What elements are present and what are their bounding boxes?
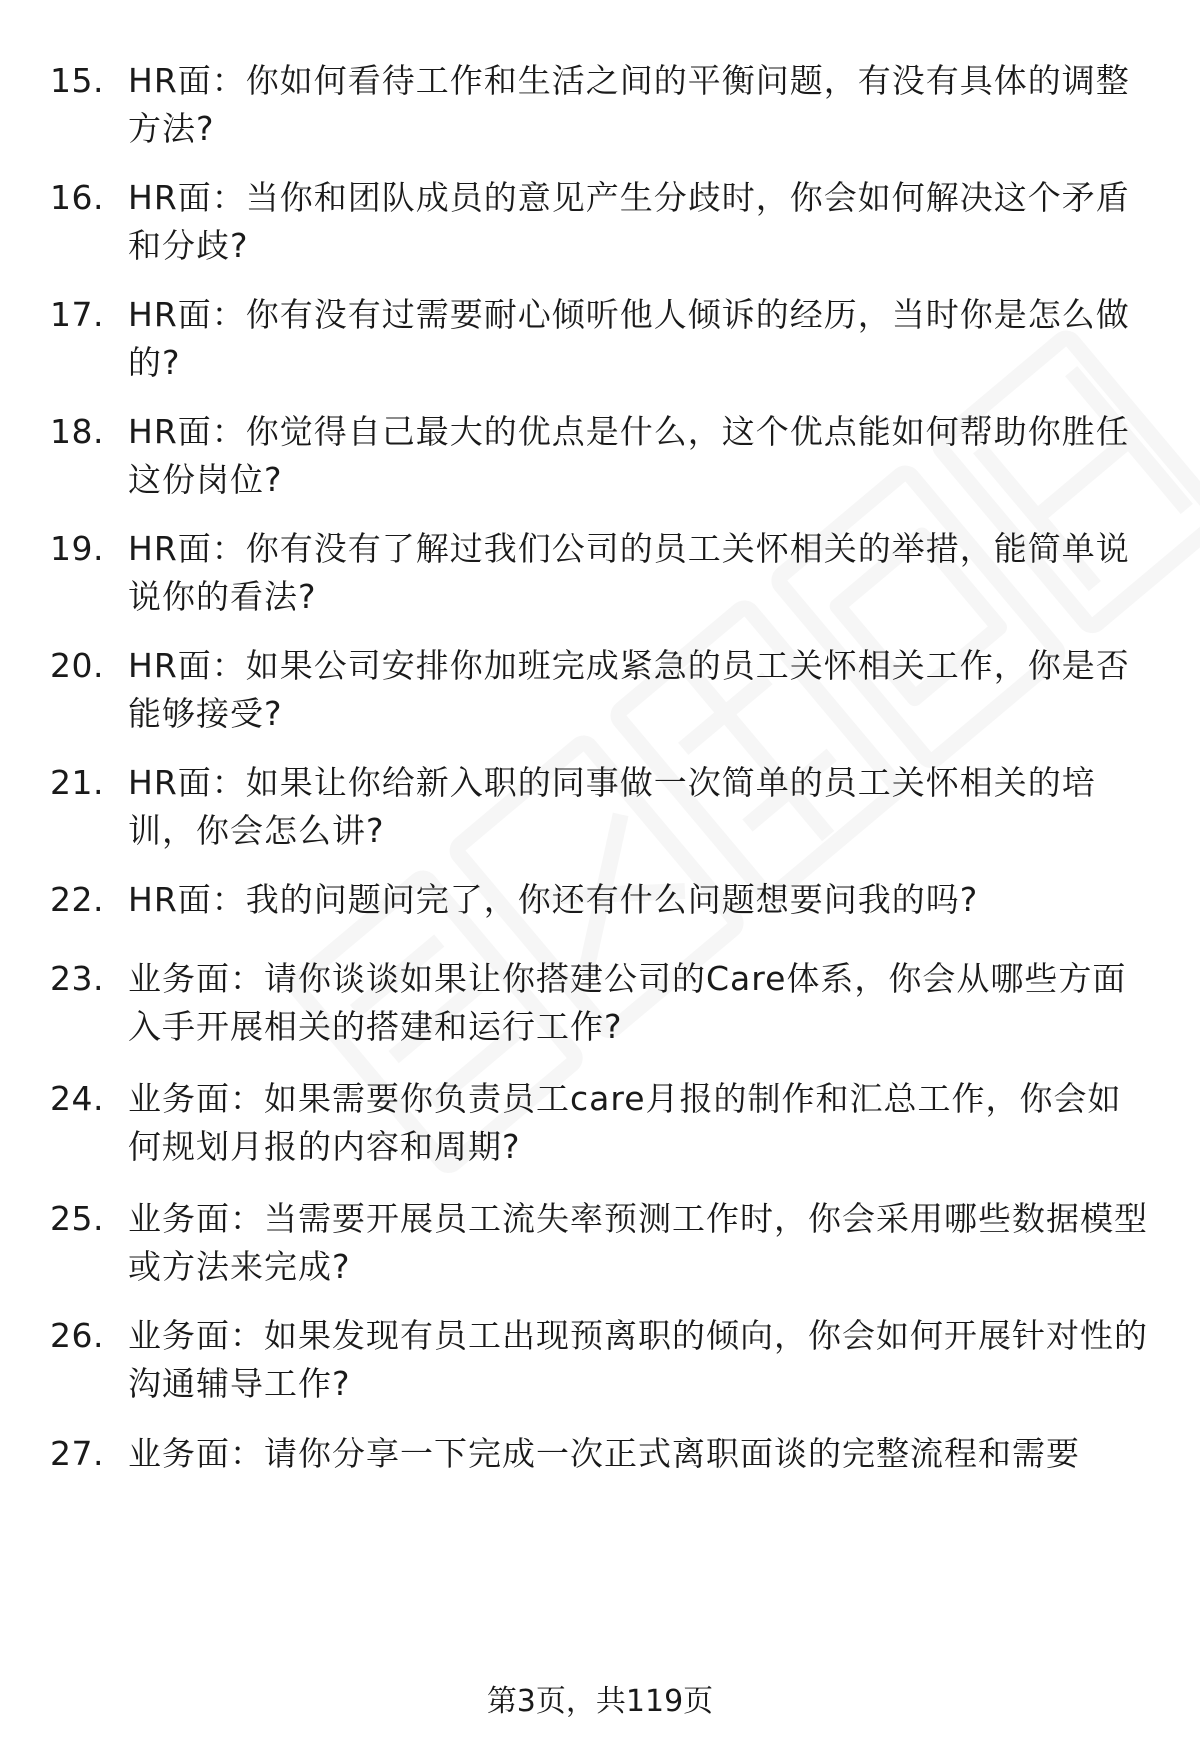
question-number: 18.	[50, 412, 104, 451]
question-number: 16.	[50, 178, 104, 217]
question-text: 业务面：如果发现有员工出现预离职的倾向，你会如何开展针对性的沟通辅导工作?	[128, 1316, 1148, 1403]
question-text: 业务面：如果需要你负责员工care月报的制作和汇总工作，你会如何规划月报的内容和周期?	[128, 1079, 1122, 1166]
question-number: 17.	[50, 295, 104, 334]
question-text: HR面：你有没有过需要耐心倾听他人倾诉的经历，当时你是怎么做的?	[128, 295, 1130, 382]
question-text: 业务面：请你分享一下完成一次正式离职面谈的完整流程和需要	[128, 1434, 1080, 1473]
question-text: 业务面：当需要开展员工流失率预测工作时，你会采用哪些数据模型或方法来完成?	[128, 1199, 1148, 1286]
question-number: 27.	[50, 1434, 104, 1473]
question-number: 24.	[50, 1079, 104, 1118]
question-text: HR面：你觉得自己最大的优点是什么，这个优点能如何帮助你胜任这份岗位?	[128, 412, 1130, 499]
question-text: HR面：如果公司安排你加班完成紧急的员工关怀相关工作，你是否能够接受?	[128, 646, 1130, 733]
question-text: 业务面：请你谈谈如果让你搭建公司的Care体系，你会从哪些方面入手开展相关的搭建和运行工作?	[128, 959, 1127, 1046]
question-text: HR面：如果让你给新入职的同事做一次简单的员工关怀相关的培训，你会怎么讲?	[128, 763, 1096, 850]
question-text: HR面：当你和团队成员的意见产生分歧时，你会如何解决这个矛盾和分歧?	[128, 178, 1130, 265]
page-number-footer: 第3页，共119页	[486, 1684, 714, 1719]
question-number: 23.	[50, 959, 104, 998]
question-text: HR面：你如何看待工作和生活之间的平衡问题，有没有具体的调整方法?	[128, 61, 1130, 148]
question-text: HR面：我的问题问完了，你还有什么问题想要问我的吗?	[128, 880, 979, 919]
question-number: 19.	[50, 529, 104, 568]
question-text: HR面：你有没有了解过我们公司的员工关怀相关的举措，能简单说说你的看法?	[128, 529, 1130, 616]
question-number: 22.	[50, 880, 104, 919]
question-number: 25.	[50, 1199, 104, 1238]
question-number: 21.	[50, 763, 104, 802]
question-number: 15.	[50, 61, 104, 100]
question-number: 20.	[50, 646, 104, 685]
question-number: 26.	[50, 1316, 104, 1355]
